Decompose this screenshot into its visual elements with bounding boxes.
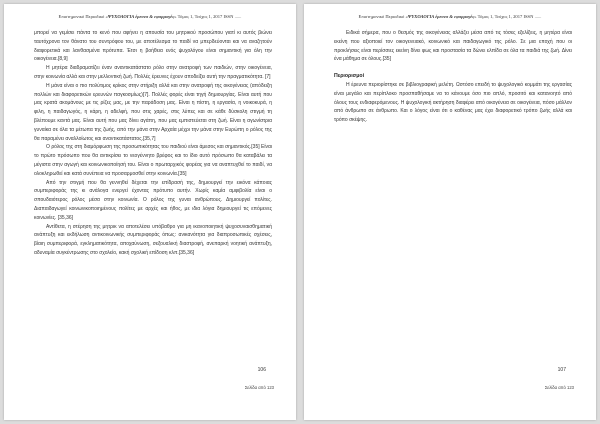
running-head-prefix: Επιστημονικό Περιοδικό « [58, 14, 108, 19]
journal-name: ΨΥΧΟΛΟΓΙΑ έρευνα & εφαρμογές [407, 14, 475, 19]
running-head [4, 14, 296, 19]
paragraph: Ειδικά σήμερα, που ο θεσμός της οικογένειας αλλάζει μέσα από τις τόσες εξελίξεις, η μητέρα είναι εκείνη που αξιοποιεί τον οικογενειακό, κοινωνικό και παιδαγωγικό της ρόλο. Σε μια εποχή που οι προκλήσεις είναι περίσσιες εκείνη δίνει φως και προστασία τα δώνει ελπίδα σε όλα τα παιδιά της ζωή. Δίνει ένα μάθημα σε όλους.[35] [334, 30, 572, 63]
paragraph: Η έρευνα περιορίστηκε σε βιβλιογραφική μελέτη. Ωστόσο επειδή το ψυχολογικό κομμάτι της εργασίας είναι μεγάλο και περίπλοκο προσπαθήσαμε να το κάνουμε όσο πιο απλό, προσιτό και κατανοητό από όλους τους ενδιαφερόμενους. Η ψυχολογική ακτήρηση διαφέρει από οικογένεια σε οικογένεια, πόσο μάλλον από άνθρωπο σε άνθρωπο. Και ο λόγος είναι ότι ο καθένας μας έχει διαφορετικό τρόπο ζωής αλλά και τρόπο σκέψης. [334, 81, 572, 124]
running-head-suffix: » Τόμος 1, Τεύχος 1, 2017 ISSN ...... [474, 14, 542, 19]
journal-name: ΨΥΧΟΛΟΓΙΑ έρευνα & εφαρμογές [107, 14, 175, 19]
page-number: 107 [557, 367, 566, 373]
page-body [334, 29, 572, 125]
page-footer: Σελίδα από 123 [244, 385, 274, 390]
left-page [4, 4, 296, 420]
paragraph: Αντίθετα, η στέρηση της μητρικ να αποτελέσει υπόβαθρο για μη ικανοποιητική ψυχοσυναισθηματική ανάπτυξη και εκδήλωση αντικοινωνικής συμπεριφοράς όπως: ανικανότητα για διαπροσωπικές σχέσεις, βίαιη συμπεριφορά, εγκληματικότητα, αποχαύνωση, σεξουαλική διαστροφή, ανεπαρκή νοητική ανάπτυξη, αδυναμία συγκέντρωσης στο σχολείο, κακή σχολική επίδοση κλπ.[35,36] [34, 223, 272, 256]
paragraph: Ο ρόλος της στη διαμόρφωση της προσωπικότητας του παιδιού είναι άμεσος και σημαντικός.[35] Είναι το πρώτο πρόσωπο που θα αντικρίσει το νεογέννητο βρέφος και το ίδιο αυτό πρόσωπο θα καταβάλει τα μέγιστα στην αγωγή και κοινωνικοποίησή του. Είναι ο πρωταρχικός φορέας για να αναπτυχθεί το παιδί, να ολοκληρωθεί και κατά συνέπεια να προσαρμοσθεί στην κοινωνία.[35] [34, 144, 272, 177]
paragraph: Η μάνα είναι ο πιο πολύτιμος κρίκος στην στήριξη αλλά και στην ανατροφή της οικογένειας (απόδειξη πολλών και διαφορετικών ερευνών παγκοσμίως)[7]. Πολλές φορές είναι τηγή δημιουργίας. Είναι αυτή που μας κρατά ακομάνους με τις ρίζες μας, με την παράδοση μας. Είναι η πίστη, η εργασία, η νοικοκυρά, η φιλη, η παιδαγωγός, η κάρη, η αδελφή, που στις χαρές, στις λύπες και σε κάθε δύσκολη στιγμή τη βλέπουμε καντά μας. Είναι αυτή που μας δίνει αγάπη, που μας εμπιστεύεται στη ζωή. Είναι η αγωνίστρια γυναίκα σε όλα τα μέτωπα της ζωής, από την μάνα στην Αρχαία μέχρι την μάνα στην Ευρώπη ο ρόλος της θα παραμένει αναλλοίωτος και αναντικατάστατος.[35,7] [34, 82, 272, 142]
paragraph: Από την στιγμή που θα γεννηθεί δέχεται την επίδρασή της, δημιουργεί την εικόνα κάποιας συμπεριφοράς της κι ανάλογα ενεργεί έχοντας πρότυπο αυτήν. Χωρίς καμία αμφιβολία είναι ο σπουδαιότερος ρόλος μέσα στην κοινωνία. Ο ρόλος της γυναι ανθρώπους. Δημιουργεί πολίτες. Διαπαιδαγωγεί κοινωνικοποιημένους πολίτες με αρχές και ήθος, με ιδια λόγια δημιουργεί τις επόμενες κοινωνίες. [35,36] [34, 179, 272, 221]
page-footer: Σελίδα από 123 [544, 385, 574, 390]
running-head-suffix: » Τόμος 1, Τεύχος 1, 2017 ISSN ...... [174, 14, 242, 19]
paragraph: Η μητέρα διαδραματίζει έναν αναντικατάστατο ρόλο στην ανατροφή των παιδιών, στην οικογένεια, στην κοινωνία αλλά και στην μελλοντική ζωή. Πολλές έρευνες έχουν αποδείξει αυτή την πραγματικότητα. [7] [34, 65, 272, 80]
running-head-prefix: Επιστημονικό Περιοδικό « [358, 14, 408, 19]
running-head [304, 14, 596, 19]
paragraph: μπορεί να γεμίσει πάντα το κενό που αφήνει η απουσία του μητρικού προσώπου γιατί κι αυτός βιώνει ταυτόχρονα τον θάνατο του συντρόφου του, με αποτέλεσμα το παιδί να μπερδεύονται και να αναζητούν διαφορετικά και λανθασμένα πρότυπα. Έτσι η βοήθεια ενός ψυχολόγου είναι σημαντική για όλη την οικογένεια.[8,9] [34, 30, 272, 63]
page-body [34, 29, 272, 258]
section-heading: Περιορισμοί [334, 73, 365, 80]
page-number: 106 [257, 367, 266, 373]
right-page [304, 4, 596, 420]
